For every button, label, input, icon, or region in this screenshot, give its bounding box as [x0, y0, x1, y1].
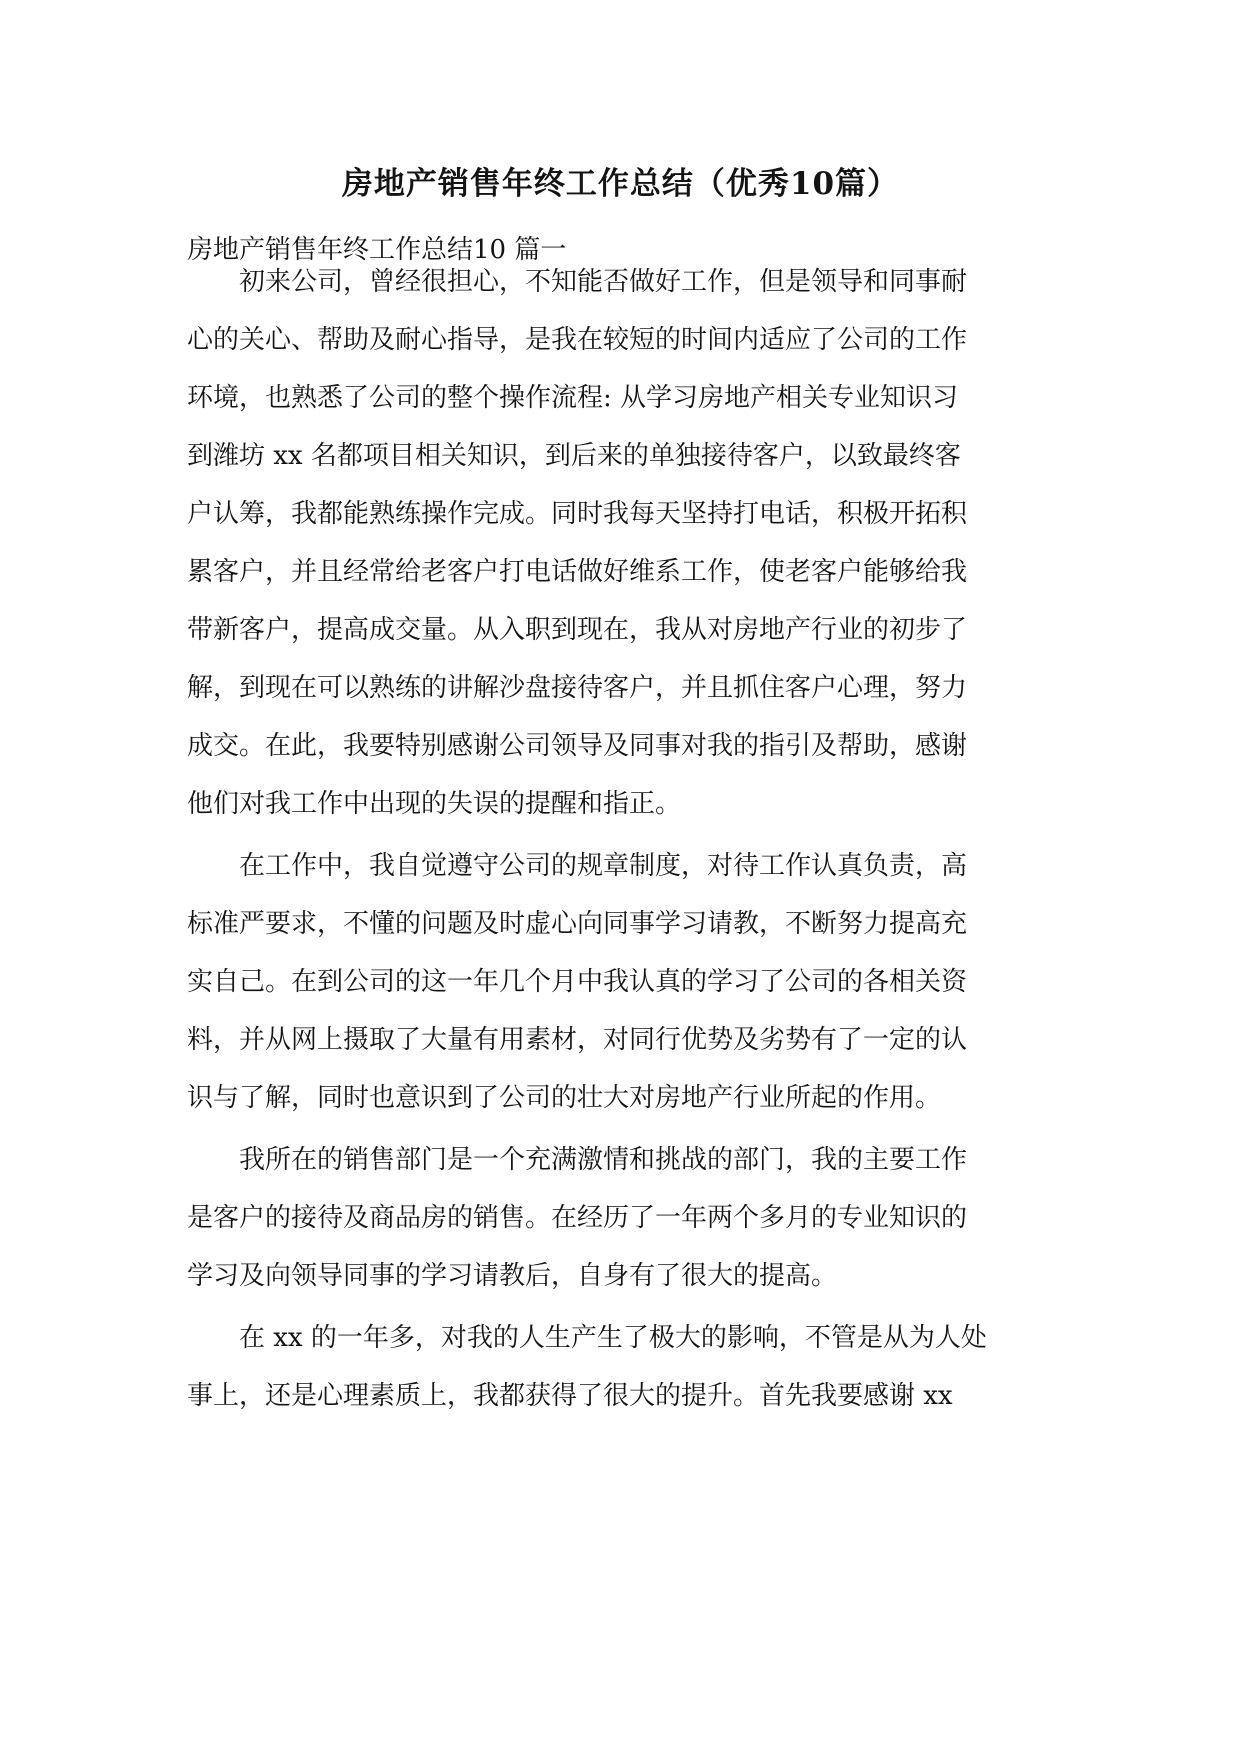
paragraph-line: 累客户，并且经常给老客户打电话做好维系工作，使老客户能够给我	[187, 557, 968, 587]
section-heading: 房地产销售年终工作总结10 篇一	[187, 235, 567, 265]
paragraph-line: 解，到现在可以熟练的讲解沙盘接待客户，并且抓住客户心理，努力	[187, 673, 968, 703]
paragraph-line: 到潍坊 xx 名都项目相关知识，到后来的单独接待客户，以致最终客	[187, 441, 961, 471]
paragraph-line: 我所在的销售部门是一个充满激情和挑战的部门，我的主要工作	[187, 1145, 968, 1175]
paragraph-line: 初来公司，曾经很担心，不知能否做好工作，但是领导和同事耐	[187, 267, 968, 297]
paragraph-line: 心的关心、帮助及耐心指导，是我在较短的时间内适应了公司的工作	[187, 325, 968, 355]
paragraph-line: 实自己。在到公司的这一年几个月中我认真的学习了公司的各相关资	[187, 967, 968, 997]
paragraph-line: 事上，还是心理素质上，我都获得了很大的提升。首先我要感谢 xx	[187, 1381, 953, 1411]
paragraph-line: 识与了解，同时也意识到了公司的壮大对房地产行业所起的作用。	[187, 1083, 942, 1113]
paragraph-line: 料，并从网上摄取了大量有用素材，对同行优势及劣势有了一定的认	[187, 1025, 968, 1055]
paragraph-line: 在工作中，我自觉遵守公司的规章制度，对待工作认真负责，高	[187, 851, 968, 881]
paragraph-line: 标准严要求，不懂的问题及时虚心向同事学习请教，不断努力提高充	[187, 909, 968, 939]
paragraph-line: 是客户的接待及商品房的销售。在经历了一年两个多月的专业知识的	[187, 1203, 968, 1233]
paragraph-line: 环境，也熟悉了公司的整个操作流程: 从学习房地产相关专业知识习	[187, 383, 959, 413]
paragraph-line: 在 xx 的一年多，对我的人生产生了极大的影响，不管是从为人处	[187, 1323, 987, 1353]
paragraph-line: 学习及向领导同事的学习请教后，自身有了很大的提高。	[187, 1261, 838, 1291]
paragraph-line: 他们对我工作中出现的失误的提醒和指正。	[187, 789, 682, 819]
paragraph-line: 户认筹，我都能熟练操作完成。同时我每天坚持打电话，积极开拓积	[187, 499, 968, 529]
document-title: 房地产销售年终工作总结（优秀10篇）	[341, 166, 900, 202]
paragraph-line: 成交。在此，我要特别感谢公司领导及同事对我的指引及帮助，感谢	[187, 731, 968, 761]
paragraph-line: 带新客户，提高成交量。从入职到现在，我从对房地产行业的初步了	[187, 615, 968, 645]
